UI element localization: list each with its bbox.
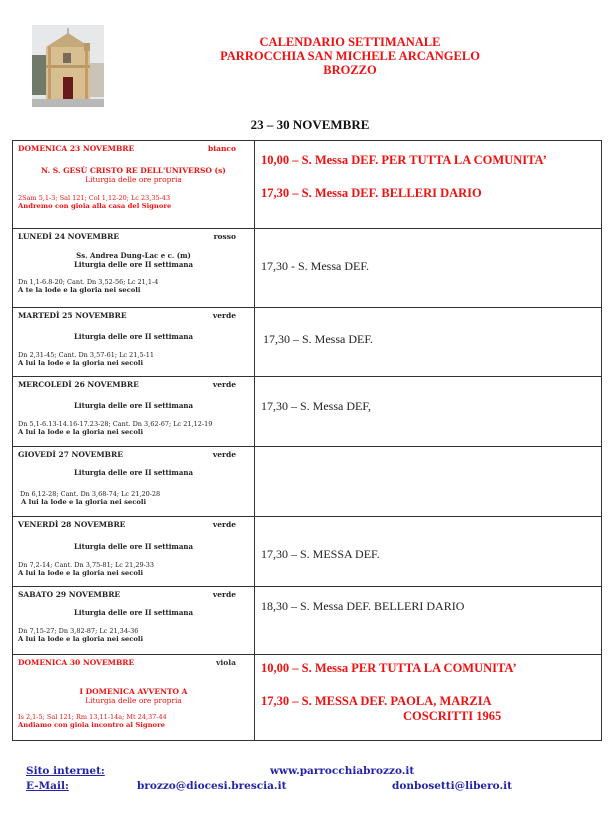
table-row — [13, 377, 602, 447]
mass-entry: 17,30 – S. Messa DEF, — [261, 399, 372, 413]
mass-entry: 17,30 – S. Messa DEF. — [263, 332, 374, 346]
liturgy-note: Liturgia delle ore II settimana — [74, 468, 193, 477]
liturgical-color: bianco — [208, 144, 236, 153]
day-info-cell — [13, 308, 255, 377]
readings: Dn 2,31-45; Cant. Dn 3,57-61; Lc 21,5-11 — [18, 351, 155, 359]
email-label: E-Mail: — [26, 780, 69, 792]
table-row — [13, 229, 602, 308]
readings: Dn 6,12-28; Cant. Dn 3,68-74; Lc 21,20-28 — [20, 490, 161, 498]
day-header — [13, 308, 254, 320]
day-header — [13, 377, 254, 389]
psalm-response: A te la lode e la gloria nei secoli — [18, 286, 141, 294]
website-link[interactable]: www.parrocchiabrozzo.it — [270, 765, 415, 777]
liturgy-note: Liturgia delle ore propria — [85, 175, 182, 184]
mass-entry-continued: COSCRITTI 1965 — [403, 709, 502, 723]
day-header — [13, 447, 254, 459]
email-link-diocesi[interactable]: brozzo@diocesi.brescia.it — [137, 780, 287, 792]
psalm-response: Andremo con gioia alla casa del Signore — [18, 202, 172, 210]
liturgy-note: Liturgia delle ore II settimana — [74, 542, 193, 551]
mass-entry: 18,30 – S. Messa DEF. BELLERI DARIO — [261, 599, 465, 613]
mass-entry: 10,00 – S. Messa PER TUTTA LA COMUNITA’ — [261, 661, 517, 675]
day-label: VENERDÌ 28 NOVEMBRE — [18, 520, 126, 529]
day-info-cell — [13, 377, 255, 447]
day-label: MERCOLEDÌ 26 NOVEMBRE — [18, 380, 139, 389]
masses-cell — [255, 229, 602, 308]
liturgical-color: verde — [212, 450, 236, 459]
readings: Dn 5,1-6.13-14.16-17.23-28; Cant. Dn 3,62-67; Lc 21,12-19 — [18, 420, 213, 428]
title-line: PARROCCHIA SAN MICHELE ARCANGELO — [220, 49, 480, 63]
liturgy-note: Liturgia delle ore II settimana — [74, 260, 193, 269]
day-info-cell — [13, 229, 255, 308]
masses-cell — [255, 141, 602, 229]
day-info-cell — [13, 655, 255, 741]
weekly-calendar-table — [12, 140, 602, 741]
masses-cell — [255, 517, 602, 587]
liturgical-color: verde — [212, 520, 236, 529]
feast-name: N. S. GESÙ CRISTO RE DELL'UNIVERSO (s) — [41, 166, 226, 175]
day-label: SABATO 29 NOVEMBRE — [18, 590, 121, 599]
title-line: BROZZO — [323, 63, 377, 77]
church-illustration-icon — [32, 25, 104, 107]
masses-cell — [255, 377, 602, 447]
liturgy-note: Liturgia delle ore II settimana — [74, 332, 193, 341]
liturgical-color: verde — [212, 311, 236, 320]
church-photo — [32, 25, 104, 107]
mass-entry: 17,30 – S. Messa DEF. BELLERI DARIO — [261, 186, 482, 200]
day-header — [13, 587, 254, 599]
liturgical-color: verde — [212, 380, 236, 389]
day-label: GIOVEDÌ 27 NOVEMBRE — [18, 450, 123, 459]
site-label: Sito internet: — [26, 765, 105, 777]
mass-entry: 17,30 - S. Messa DEF. — [261, 259, 370, 273]
psalm-response: A lui la lode e la gloria nei secoli — [18, 635, 144, 643]
readings: Is 2,1-5; Sal 121; Rm 13,11-14a; Mt 24,37-44 — [18, 713, 167, 721]
day-label: LUNEDÌ 24 NOVEMBRE — [18, 232, 120, 241]
masses-cell — [255, 308, 602, 377]
readings: Dn 7,15-27; Dn 3,82-87; Lc 21,34-36 — [18, 627, 139, 635]
mass-entry: 10,00 – S. Messa DEF. PER TUTTA LA COMUNITA’ — [261, 153, 547, 167]
masses-cell — [255, 447, 602, 517]
liturgy-note: Liturgia delle ore propria — [85, 696, 182, 705]
masses-cell — [255, 587, 602, 655]
day-header — [13, 655, 254, 667]
liturgy-note: Liturgia delle ore II settimana — [74, 608, 193, 617]
psalm-response: A lui la lode e la gloria nei secoli — [18, 428, 144, 436]
feast-name: I DOMENICA AVVENTO A — [79, 687, 188, 696]
readings: Dn 7,2-14; Cant. Dn 3,75-81; Lc 21,29-33 — [18, 561, 155, 569]
psalm-response: A lui la lode e la gloria nei secoli — [21, 498, 147, 506]
day-header — [13, 517, 254, 529]
liturgical-color: verde — [212, 590, 236, 599]
readings: Dn 1,1-6.8-20; Cant. Dn 3,52-56; Lc 21,1-4 — [18, 278, 159, 286]
table-row — [13, 447, 602, 517]
mass-entry: 17,30 – S. MESSA DEF. PAOLA, MARZIA — [261, 694, 492, 708]
masses-cell — [255, 655, 602, 741]
day-label: DOMENICA 23 NOVEMBRE — [18, 144, 135, 153]
day-info-cell — [13, 517, 255, 587]
title-line: CALENDARIO SETTIMANALE — [259, 35, 441, 49]
day-label: MARTEDÌ 25 NOVEMBRE — [18, 311, 127, 320]
day-label: DOMENICA 30 NOVEMBRE — [18, 658, 135, 667]
table-row — [13, 308, 602, 377]
table-row — [13, 655, 602, 741]
table-row — [13, 587, 602, 655]
day-header — [13, 229, 254, 241]
psalm-response: A lui la lode e la gloria nei secoli — [18, 569, 144, 577]
table-row — [13, 141, 602, 229]
page-title — [170, 35, 530, 77]
mass-entry: 17,30 – S. MESSA DEF. — [261, 547, 380, 561]
liturgical-color: rosso — [213, 232, 236, 241]
email-link-personal[interactable]: donbosetti@libero.it — [392, 780, 512, 792]
feast-name: Ss. Andrea Dung-Lac e c. (m) — [76, 251, 191, 260]
day-header — [13, 141, 254, 153]
psalm-response: Andiamo con gioia incontro al Signore — [18, 721, 165, 729]
psalm-response: A lui la lode e la gloria nei secoli — [18, 359, 144, 367]
liturgical-color: viola — [216, 658, 236, 667]
day-info-cell — [13, 141, 255, 229]
readings: 2Sam 5,1-3; Sal 121; Col 1,12-20; Lc 23,35-43 — [18, 194, 171, 202]
table-row — [13, 517, 602, 587]
liturgy-note: Liturgia delle ore II settimana — [74, 401, 193, 410]
day-info-cell — [13, 587, 255, 655]
date-range: 23 – 30 NOVEMBRE — [250, 117, 370, 132]
day-info-cell — [13, 447, 255, 517]
